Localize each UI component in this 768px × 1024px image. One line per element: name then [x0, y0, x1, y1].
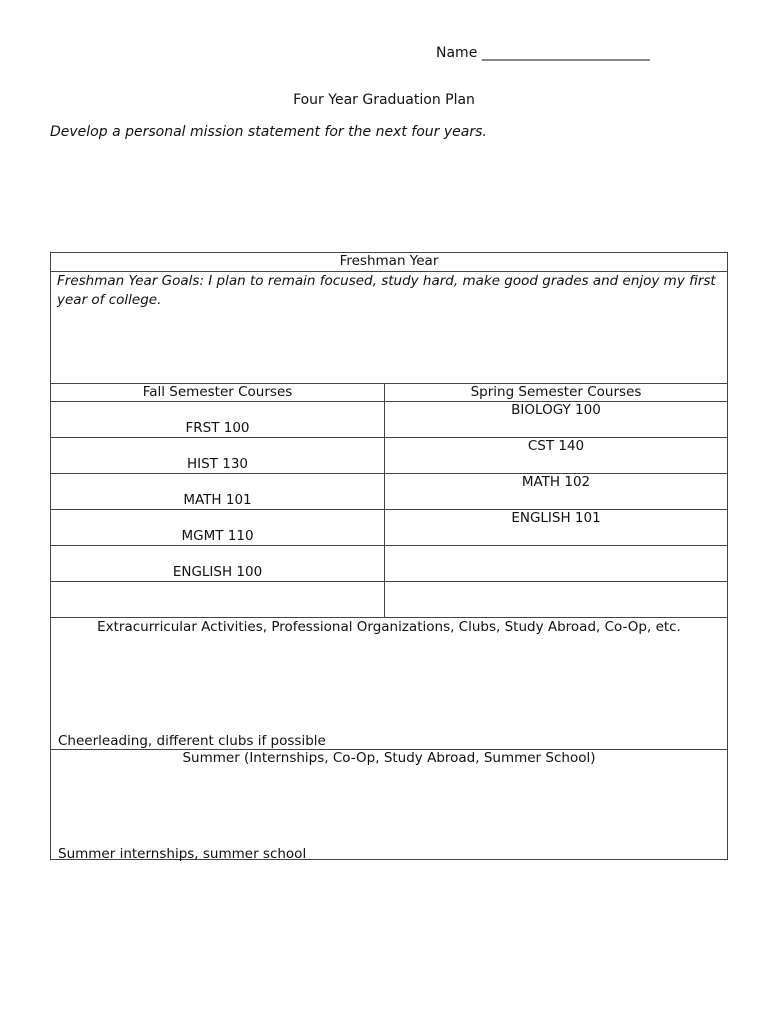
fall-course: MATH 101 — [183, 492, 252, 508]
fall-course: HIST 130 — [186, 456, 248, 472]
fall-course-cell — [51, 402, 384, 437]
fall-course-cell — [51, 582, 384, 617]
fall-course: ENGLISH 100 — [172, 564, 263, 580]
name-field-label: Name ________________________ — [436, 45, 650, 61]
year-header: Freshman Year — [339, 253, 439, 269]
extracurricular-section — [51, 617, 727, 749]
course-row — [51, 509, 727, 545]
fall-course: MGMT 110 — [181, 528, 254, 544]
extracurricular-answer: Cheerleading, different clubs if possible — [58, 733, 326, 749]
page-title: Four Year Graduation Plan — [293, 92, 475, 108]
course-row — [51, 473, 727, 509]
course-row — [51, 401, 727, 437]
fall-semester-header: Fall Semester Courses — [142, 384, 293, 400]
year-goals: Freshman Year Goals: I plan to remain focused, study hard, make good grades and enjoy my first year of college. — [51, 271, 727, 383]
fall-course-cell — [51, 510, 384, 545]
spring-semester-header: Spring Semester Courses — [384, 384, 727, 401]
summer-section — [51, 749, 727, 861]
spring-course-cell — [384, 510, 727, 545]
summer-title: Summer (Internships, Co-Op, Study Abroad, Summer School) — [182, 750, 596, 766]
spring-course-cell — [384, 546, 727, 581]
spring-course-cell — [384, 402, 727, 437]
fall-course-cell — [51, 546, 384, 581]
semester-header-row — [51, 383, 727, 401]
spring-course-cell — [384, 582, 727, 617]
course-row — [51, 437, 727, 473]
extracurricular-title: Extracurricular Activities, Professional Organizations, Clubs, Study Abroad, Co-Op, etc. — [97, 619, 681, 635]
summer-answer: Summer internships, summer school — [58, 846, 307, 862]
fall-course-cell — [51, 474, 384, 509]
mission-statement-prompt: Develop a personal mission statement for the next four years. — [50, 124, 487, 140]
fall-course-cell — [51, 438, 384, 473]
spring-course: MATH 102 — [521, 474, 591, 490]
spring-course: CST 140 — [527, 438, 585, 454]
fall-course: FRST 100 — [185, 420, 250, 436]
spring-course: ENGLISH 101 — [511, 510, 601, 526]
spring-course: BIOLOGY 100 — [511, 402, 601, 418]
spring-course-cell — [384, 474, 727, 509]
course-row — [51, 581, 727, 617]
course-row — [51, 545, 727, 581]
freshman-year-table — [50, 252, 728, 860]
spring-course-cell — [384, 438, 727, 473]
